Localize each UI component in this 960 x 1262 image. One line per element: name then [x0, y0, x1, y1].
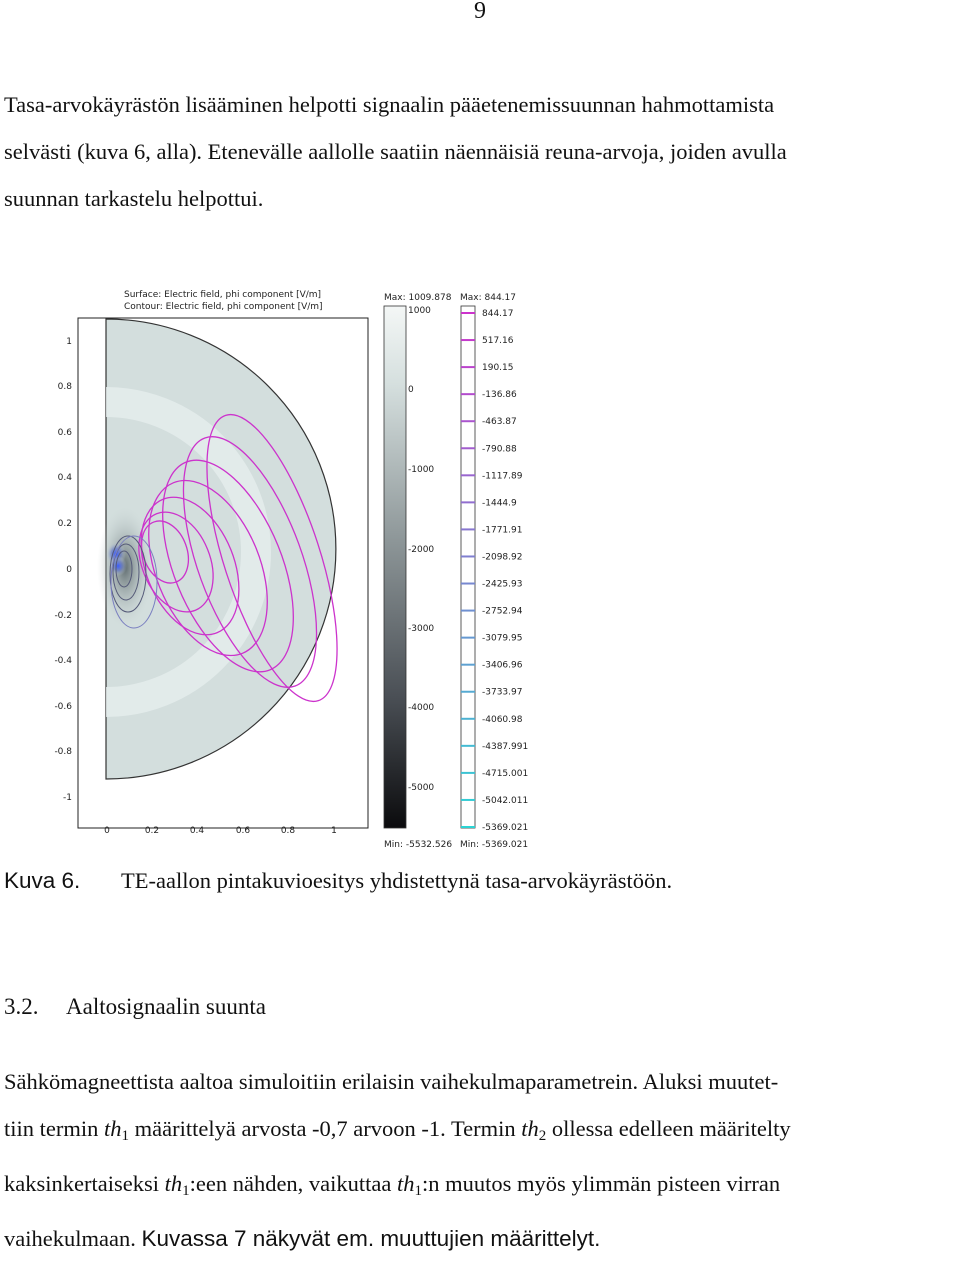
figure-field-plot: [54, 282, 540, 860]
y-tick: 0.2: [57, 519, 72, 529]
contour-level-label: -4715.001: [482, 768, 529, 779]
surface-tick: -3000: [408, 624, 435, 634]
contour-level-label: -1117.89: [482, 471, 523, 482]
surface-tick: -5000: [408, 783, 435, 793]
caption-text: TE-aallon pintakuvioesitys yhdistettynä tasa-arvokäyrästöön.: [121, 868, 673, 893]
surface-tick: -2000: [408, 545, 435, 555]
surface-tick: 0: [408, 385, 414, 395]
surface-tick: 1000: [408, 306, 431, 316]
surface-max-label: Max: 1009.878: [384, 293, 452, 303]
x-tick: 0.2: [144, 826, 160, 836]
contour-level-label: -5369.021: [482, 823, 529, 833]
y-tick: 0.4: [57, 473, 72, 483]
contour-level-label: -463.87: [482, 417, 517, 428]
x-tick: 0.4: [189, 826, 205, 836]
surface-colorbar: [384, 306, 406, 828]
contour-colorbar: [461, 306, 475, 828]
x-tick: 1: [331, 826, 337, 836]
contour-level-label: -4060.98: [482, 714, 523, 725]
y-tick: -0.2: [54, 611, 72, 621]
contour-level-label: -3733.97: [482, 687, 523, 698]
intro-line-3: suunnan tarkastelu helpottui.: [4, 186, 264, 211]
y-tick: -0.4: [54, 656, 72, 666]
contour-level-label: -2752.94: [482, 606, 523, 617]
contour-level-label: 844.17: [482, 309, 514, 319]
surface-tick: -4000: [408, 703, 435, 713]
y-tick: 0.6: [57, 428, 72, 438]
surface-colorbar-ticks: [408, 306, 434, 793]
section-number: 3.2.: [4, 994, 39, 1019]
x-tick: 0: [104, 826, 110, 836]
section-heading: [4, 994, 266, 1020]
body-paragraph: [4, 1058, 958, 1262]
y-tick: 1: [66, 337, 72, 347]
x-tick: 0.8: [280, 826, 296, 836]
contour-level-label: 517.16: [482, 336, 514, 347]
surface-title: Surface: Electric field, phi component [V/m]: [124, 290, 322, 300]
intro-line-1: Tasa-arvokäyrästön lisääminen helpotti signaalin pääetenemissuunnan hahmottamista: [4, 92, 775, 117]
contour-level-label: -4387.991: [482, 741, 529, 752]
y-tick: 0.8: [57, 382, 72, 392]
figure-caption: [4, 868, 672, 894]
body-line-4: vaihekulmaan. Kuvassa 7 näkyvät em. muuttujien määrittelyt.: [4, 1226, 601, 1251]
contour-level-label: -136.86: [482, 390, 517, 401]
contour-level-label: -5042.011: [482, 795, 529, 806]
contour-level-label: -3079.95: [482, 633, 523, 644]
contour-level-label: -2425.93: [482, 579, 523, 590]
section-title: Aaltosignaalin suunta: [66, 994, 266, 1019]
surface-tick: -1000: [408, 465, 435, 475]
intro-line-2: selvästi (kuva 6, alla). Etenevälle aallolle saatiin näennäisiä reuna-arvoja, joiden avulla: [4, 139, 787, 164]
y-tick: -1: [63, 793, 72, 803]
x-tick: 0.6: [235, 826, 251, 836]
surface-min-label: Min: -5532.526: [384, 840, 453, 850]
contour-min-label: Min: -5369.021: [460, 840, 529, 850]
contour-level-label: -1444.9: [482, 498, 517, 509]
body-line-2: tiin termin $th_1$ määrittelyä arvosta -0,7 arvoon -1. Termin $th_2$ ollessa edelleen määritelty: [4, 1116, 791, 1144]
page-number: 9: [474, 0, 486, 24]
y-tick: -0.8: [54, 747, 72, 757]
y-tick: -0.6: [54, 702, 72, 712]
contour-level-label: -1771.91: [482, 525, 523, 536]
y-tick: 0: [66, 565, 72, 575]
contour-level-label: -3406.96: [482, 660, 523, 671]
body-line-3: kaksinkertaiseksi $th_1:een$ nähden, vaikuttaa $th_1:n$ muutos myös ylimmän pisteen virran: [4, 1171, 781, 1199]
y-axis-ticks: [54, 337, 72, 803]
body-line-1: Sähkömagneettista aaltoa simuloitiin erilaisin vaihekulmaparametrein. Aluksi muutet-: [4, 1069, 779, 1094]
contour-level-label: -790.88: [482, 444, 517, 455]
contour-max-label: Max: 844.17: [460, 293, 516, 303]
contour-level-label: 190.15: [482, 363, 514, 374]
caption-number: Kuva 6.: [4, 868, 81, 893]
contour-title: Contour: Electric field, phi component [V/m]: [124, 302, 323, 312]
intro-paragraph: [4, 81, 958, 222]
contour-level-label: -2098.92: [482, 552, 523, 563]
